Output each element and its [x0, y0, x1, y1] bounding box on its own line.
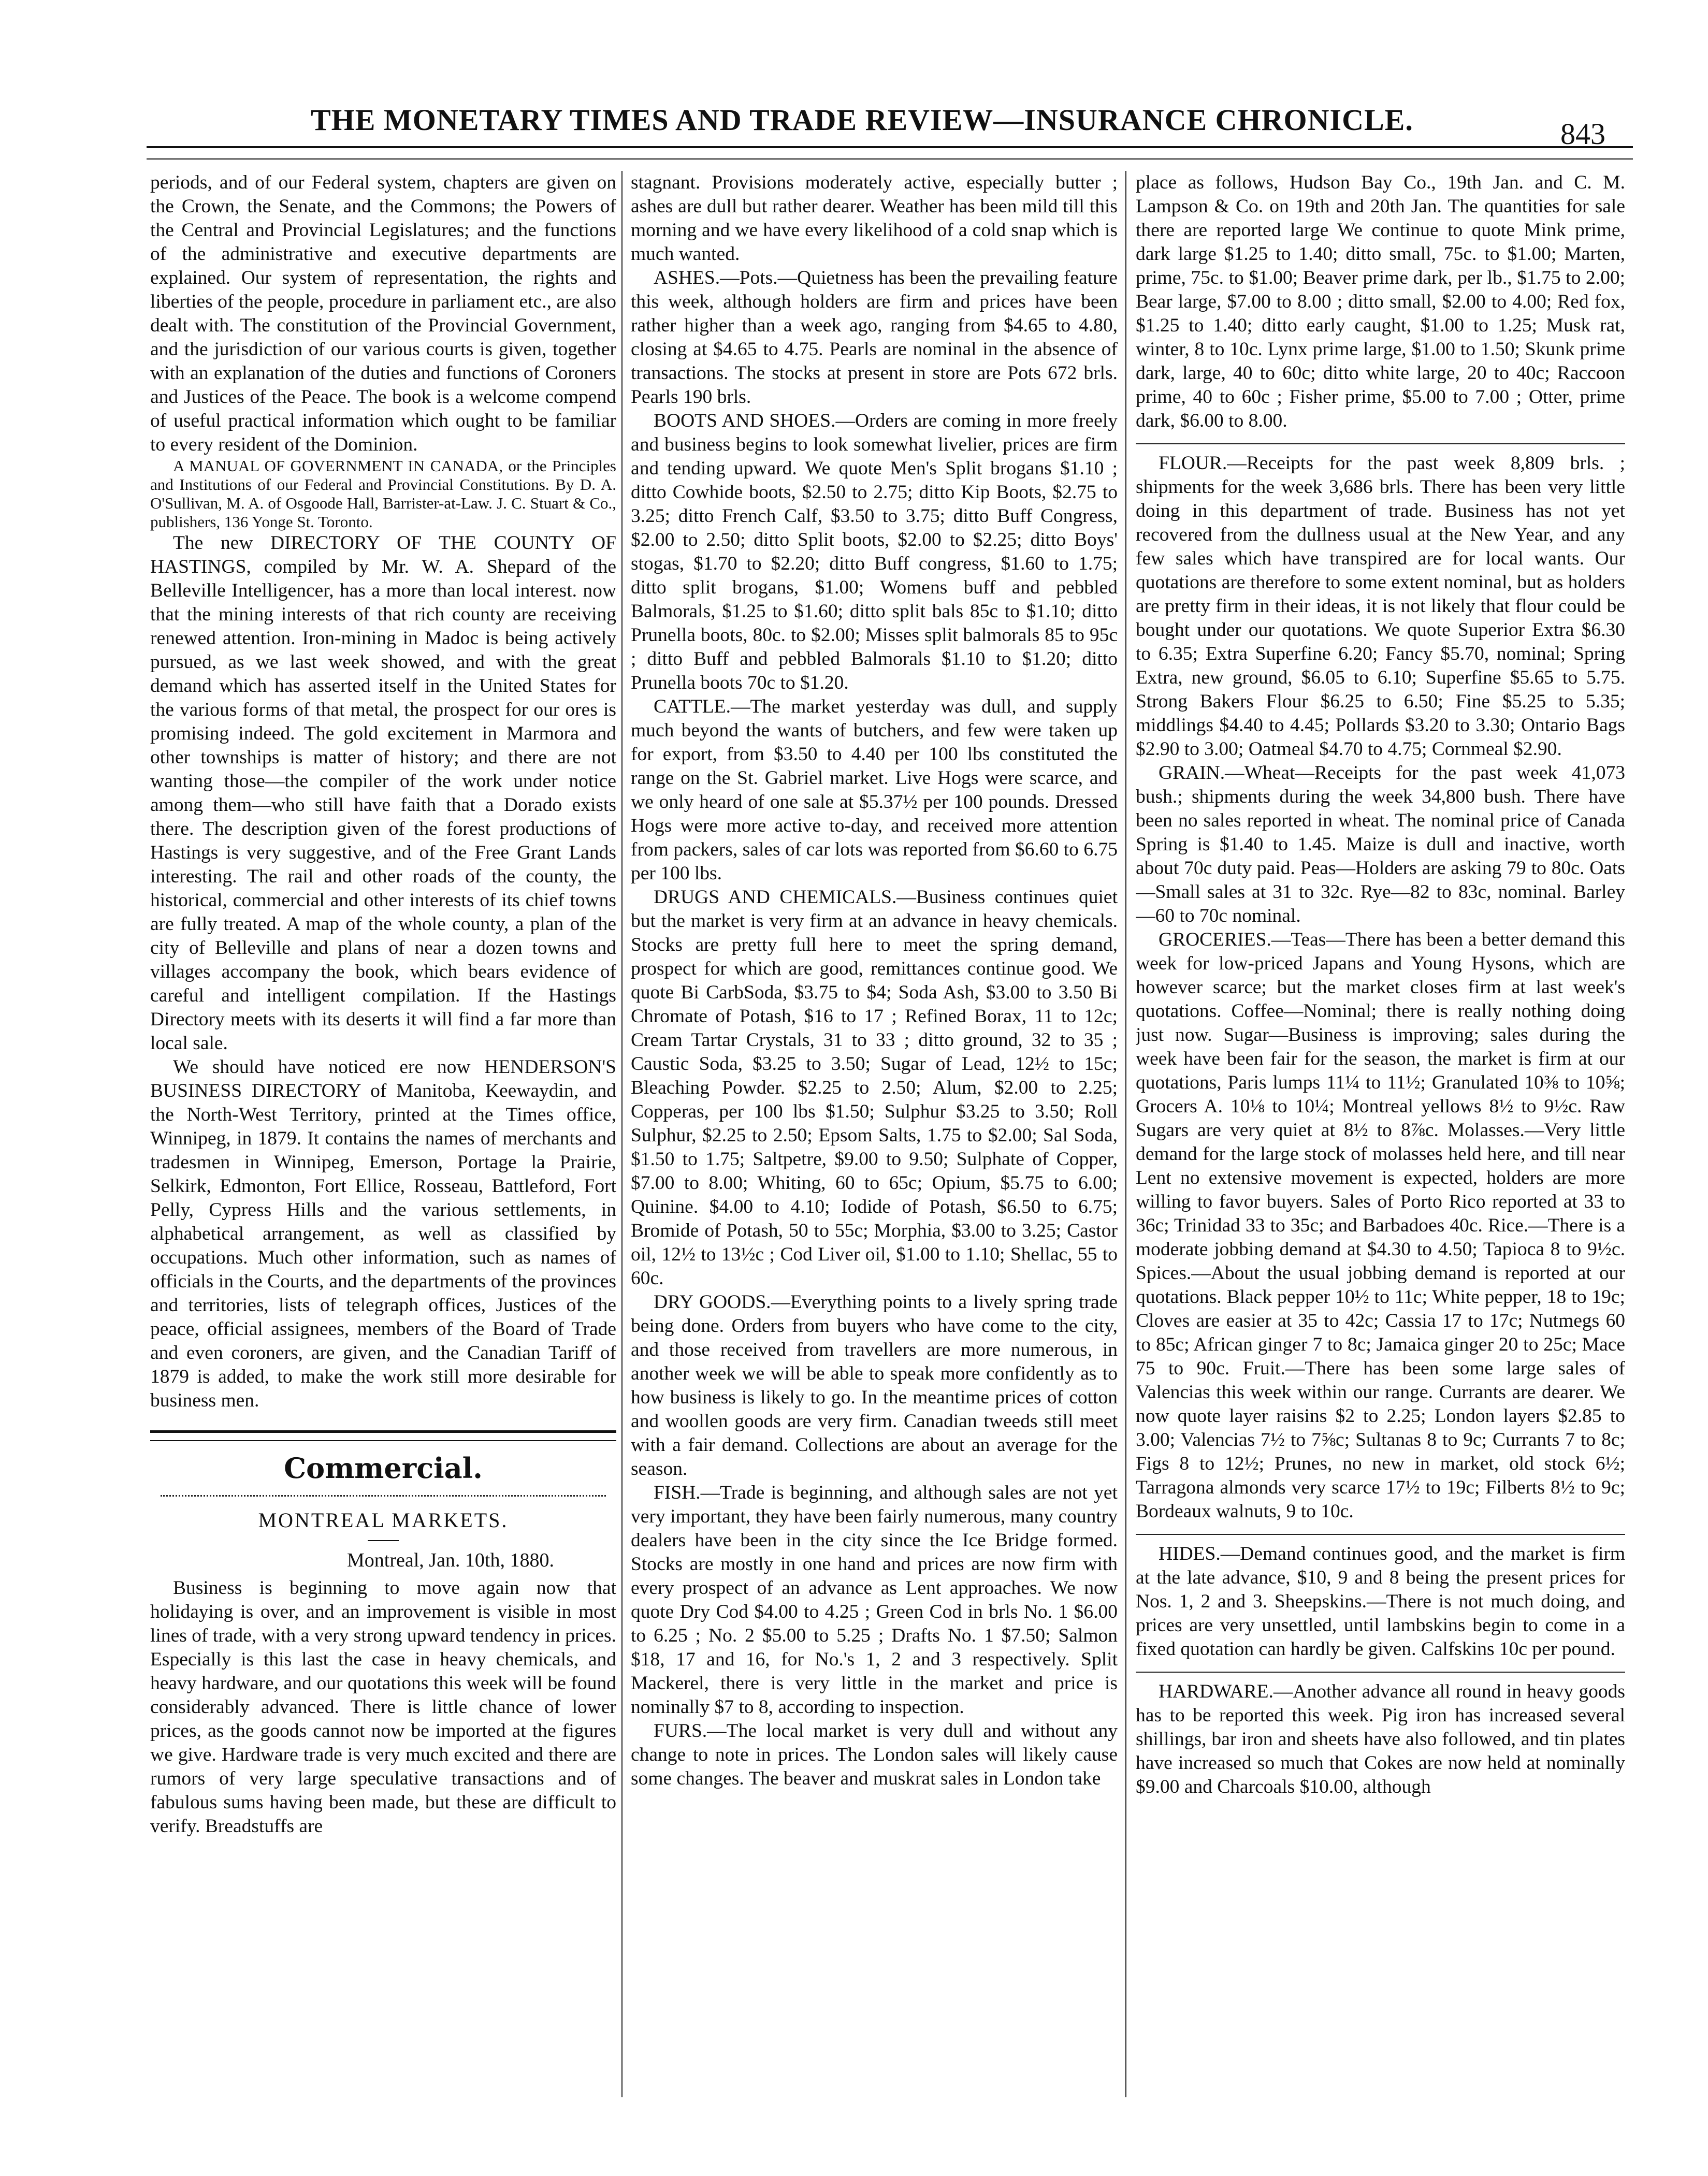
dateline: Montreal, Jan. 10th, 1880.	[346, 1549, 554, 1571]
column-divider	[621, 171, 623, 2097]
column-1	[150, 171, 616, 2139]
hides-report: HIDES.—Demand continues good, and the market is firm at the late advance, $10, 9 and 8 being the present prices for Nos. 1, 2 and 3. Sheepskins.—There is not much doing, and prices are very unsettled, until lambskins begin to come in a fixed quotation can hardly be given. Calfskins 10c per pound.	[1136, 1543, 1625, 1660]
section-title: Commercial.	[284, 1452, 483, 1485]
drugs-chemicals-report: DRUGS AND CHEMICALS.—Business continues quiet but the market is very firm at an advance in heavy chemicals. Stocks are pretty full here to meet the spring demand, prospect for which are good, remittances continue good. We quote Bi CarbSoda, $3.75 to $4; Soda Ash, $3.00 to 3.50 Bi Chromate of Potash, $16 to 17 ; Refined Borax, 11 to 12c; Cream Tartar Crystals, 31 to 33 ; ditto ground, 32 to 35 ; Caustic Soda, $3.25 to 3.50; Sugar of Lead, 12½ to 15c; Bleaching Powder. $2.25 to 2.50; Alum, $2.00 to 2.25; Copperas, per 100 lbs $1.50; Sulphur $3.25 to 3.50; Roll Sulphur, $2.25 to 2.50; Epsom Salts, 1.75 to $2.00; Sal Soda, $1.50 to 1.75; Saltpetre, $9.00 to 9.50; Sulphate of Copper, $7.00 to 8.00; Whiting, 60 to 65c; Opium, $5.75 to 6.00; Quinine. $4.00 to 4.10; Iodide of Potash, $6.50 to 6.75; Bromide of Potash, 50 to 55c; Morphia, $3.00 to 3.25; Castor oil, 12½ to 13½c ; Cod Liver oil, $1.00 to 1.10; Shellac, 55 to 60c.	[631, 887, 1118, 1289]
book-review-text: periods, and of our Federal system, chapters are given on the Crown, the Senate, and the Commons; the Powers of the Central and Provincial Legislatures; and the functions of the administrative and executive departments are explained. Our system of representation, the rights and liberties of the people, procedure in parliament etc., are also dealt with. The constitution of the Provincial Government, and the jurisdiction of our various courts is given, together with an explanation of the duties and functions of Coroners and Justices of the Peace. The book is a welcome compend of useful practical information which ought to be familiar to every resident of the Dominion.	[150, 172, 616, 455]
article-heading: MONTREAL MARKETS.	[258, 1508, 509, 1532]
hastings-directory-review: The new DIRECTORY OF THE COUNTY OF HASTINGS, compiled by Mr. W. A. Shepard of the Belleville Intelligencer, has a more than local interest. now that the mining interests of that rich county are receiving renewed attention. Iron-mining in Madoc is being actively pursued, as we last week showed, and with the great demand which has asserted itself in the United States for the various forms of that metal, the prospect for our ores is promising indeed. The gold excitement in Marmora and other townships is matter of history; and there are not wanting those—the compiler of the work under notice among them—who still have faith that a Dorado exists there. The description given of the forest productions of Hastings is very suggestive, and of the Free Grant Lands interesting. The rail and other roads of the county, the historical, commercial and other interests of its chief towns are fully treated. A map of the whole county, a plan of the city of Belleville and plans of near a dozen towns and villages accompany the book, which bears evidence of careful and intelligent compilation. If the Hastings Directory meets with its deserts it will find a far more than local sale.	[150, 532, 616, 1054]
grain-report: GRAIN.—Wheat—Receipts for the past week 41,073 bush.; shipments during the week 34,800 bush. There have been no sales reported in wheat. The nominal price of Canada Spring is $1.40 to 1.45. Maize is dull and inactive, worth about 70c duty paid. Peas—Holders are asking 79 to 80c. Oats—Small sales at 31 to 32c. Rye—82 to 83c, nominal. Barley—60 to 70c nominal.	[1136, 762, 1625, 926]
cattle-report: CATTLE.—The market yesterday was dull, and supply much beyond the wants of butchers, and few were taken up for export, from $3.50 to 4.40 per 100 lbs constituted the range on the St. Gabriel market. Live Hogs were scarce, and we only heard of one sale at $5.37½ per 100 pounds. Dressed Hogs were more active to-day, and received more attention from packers, sales of car lots was reported from $6.60 to 6.75 per 100 lbs.	[631, 696, 1118, 884]
short-rule	[368, 1540, 399, 1541]
hardware-report: HARDWARE.—Another advance all round in heavy goods has to be reported this week. Pig iron has increased several shillings, bar iron and sheets have also followed, and tin plates have increased so much that Cokes are now held at nominally $9.00 and Charcoals $10.00, although	[1136, 1681, 1625, 1797]
fish-report: FISH.—Trade is beginning, and although sales are not yet very important, they have been fairly numerous, many country dealers have been in the city since the Ice Bridge formed. Stocks are mostly in one hand and prices are now firm with every prospect of an advance as Lent approaches. We now quote Dry Cod $4.00 to 4.25 ; Green Cod in brls No. 1 $6.00 to 6.25 ; No. 2 $5.00 to 5.25 ; Drafts No. 1 $7.50; Salmon $18, 17 and 16, for No.'s 1, 2 and 3 respectively. Split Mackerel, there is very little in the market and price is nominally $7 to 8, according to inspection.	[631, 1482, 1118, 1718]
book-notice: A MANUAL OF GOVERNMENT IN CANADA, or the Principles and Institutions of our Federal and Provincial Constitutions. By D. A. O'Sullivan, M. A. of Osgoode Hall, Barrister-at-Law. J. C. Stuart & Co., publishers, 136 Yonge St. Toronto.	[150, 457, 616, 531]
paragraph-rule	[1136, 443, 1625, 444]
ashes-report: ASHES.—Pots.—Quietness has been the prevailing feature this week, although holders are firm and prices have been rather higher than a week ago, ranging from $4.65 to 4.80, closing at $4.65 to 4.75. Pearls are nominal in the absence of transactions. The stocks at present in store are Pots 672 brls. Pearls 190 brls.	[631, 267, 1118, 408]
column-divider	[1125, 171, 1126, 2097]
henderson-directory-review: We should have noticed ere now HENDERSON'S BUSINESS DIRECTORY of Manitoba, Keewaydin, and the North-West Territory, printed at the Times office, Winnipeg, in 1879. It contains the names of merchants and tradesmen in Winnipeg, Emerson, Portage la Prairie, Selkirk, Edmonton, Fort Ellice, Rosseau, Battleford, Fort Pelly, Cypress Hills and the various settlements, in alphabetical arrangement, as well as classified by occupations. Much other information, such as names of officials in the Courts, and the departments of the provinces and territories, lists of telegraph offices, Justices of the peace, official assignees, members of the Board of Trade and even coroners, are given, and the Canadian Tariff of 1879 is added, to make the work still more desirable for business men.	[150, 1056, 616, 1411]
market-intro: Business is beginning to move again now that holidaying is over, and an improvement is visible in most lines of trade, with a very strong upward tendency in prices. Especially is this last the case in heavy chemicals, and heavy hardware, and our quotations this week will be found considerably advanced. There is little chance of lower prices, as the goods cannot now be imported at the figures we give. Hardware trade is very much excited and there are rumors of very large speculative transactions and of fabulous sums having been made, but these are difficult to verify. Breadstuffs are	[150, 1577, 616, 1837]
market-intro-continued: stagnant. Provisions moderately active, especially butter ; ashes are dull but rather dearer. Weather has been mild till this morning and we have every likelihood of a cold snap which is much wanted.	[631, 172, 1118, 265]
column-2	[631, 171, 1118, 2139]
column-3	[1136, 171, 1625, 2139]
ornamental-rule	[161, 1490, 606, 1497]
header-rule	[147, 146, 1633, 159]
paragraph-rule	[1136, 1534, 1625, 1535]
paragraph-rule	[1136, 1672, 1625, 1673]
masthead: THE MONETARY TIMES AND TRADE REVIEW—INSURANCE CHRONICLE.	[311, 103, 1413, 137]
section-rule	[150, 1430, 616, 1441]
page-number: 843	[1560, 117, 1605, 151]
groceries-report: GROCERIES.—Teas—There has been a better demand this week for low-priced Japans and Young Hysons, which are however scarce; but the market closes firm at last week's quotations. Coffee—Nominal; there is really nothing doing just now. Sugar—Business is improving; sales during the week have been fair for the season, the market is firm at our quotations, Paris lumps 11¼ to 11½; Granulated 10⅜ to 10⅝; Grocers A. 10⅛ to 10¼; Montreal yellows 8½ to 9½c. Raw Sugars are very quiet at 8½ to 8⅞c. Molasses.—Very little demand for the large stock of molasses held here, and till near Lent no extensive movement is expected, holders are more willing to favor buyers. Sales of Porto Rico reported at 33 to 36c; Trinidad 33 to 35c; and Barbadoes 40c. Rice.—There is a moderate jobbing demand at $4.30 to 4.50; Tapioca 8 to 9½c. Spices.—About the usual jobbing demand is reported at our quotations. Black pepper 10½ to 11c; White pepper, 18 to 19c; Cloves are easier at 35 to 42c; Cassia 17 to 17c; Nutmegs 60 to 85c; African ginger 7 to 8c; Jamaica ginger 20 to 25c; Mace 75 to 90c. Fruit.—There has been some large sales of Valencias this week within our range. Currants are dearer. We now quote layer raisins $2 to 2.25; London layers $2.85 to 3.00; Valencias 7½ to 7⅝c; Sultanas 8 to 9c; Currants 7 to 8c; Figs 8 to 12½; Prunes, no new in market, old stock 6½; Tarragona almonds very scarce 17½ to 19c; Filberts 8½ to 9c; Bordeaux walnuts, 9 to 10c.	[1136, 929, 1625, 1522]
dry-goods-report: DRY GOODS.—Everything points to a lively spring trade being done. Orders from buyers who have come to the city, and those received from travellers are more numerous, in another week we will be able to speak more confidently as to how business is likely to go. In the meantime prices of cotton and woollen goods are very firm. Canadian tweeds still meet with a fair demand. Collections are about an average for the season.	[631, 1292, 1118, 1479]
furs-report: FURS.—The local market is very dull and without any change to note in prices. The London sales will likely cause some changes. The beaver and muskrat sales in London take	[631, 1720, 1118, 1789]
furs-report-continued: place as follows, Hudson Bay Co., 19th Jan. and C. M. Lampson & Co. on 19th and 20th Jan. The quantities for sale there are reported large We continue to quote Mink prime, dark large $1.25 to 1.40; ditto small, 75c. to $1.00; Marten, prime, 75c. to $1.00; Beaver prime dark, per lb., $1.75 to 2.00; Bear large, $7.00 to 8.00 ; ditto small, $2.00 to 4.00; Red fox, $1.25 to 1.40; ditto early caught, $1.00 to 1.25; Musk rat, winter, 8 to 10c. Lynx prime large, $1.00 to 1.50; Skunk prime dark, large, 40 to 60c; ditto white large, 20 to 40c; Raccoon prime, 40 to 60c ; Fisher prime, $5.00 to 7.00 ; Otter, prime dark, $6.00 to 8.00.	[1136, 172, 1625, 431]
flour-report: FLOUR.—Receipts for the past week 8,809 brls. ; shipments for the week 3,686 brls. There has been very little doing in this department of trade. Business has not yet recovered from the dullness usual at the New Year, and any few sales which have transpired are for local wants. Our quotations are therefore to some extent nominal, but as holders are pretty firm in their ideas, it is not likely that flour could be bought under our quotations. We quote Superior Extra $6.30 to 6.35; Extra Superfine 6.20; Fancy $5.70, nominal; Spring Extra, new ground, $6.05 to 6.10; Superfine $5.65 to 5.75. Strong Bakers Flour $6.25 to 6.50; Fine $5.25 to 5.35; middlings $4.40 to 4.45; Pollards $3.20 to 3.30; Ontario Bags $2.90 to 3.00; Oatmeal $4.70 to 4.75; Cornmeal $2.90.	[1136, 453, 1625, 760]
boots-shoes-report: BOOTS AND SHOES.—Orders are coming in more freely and business begins to look somewhat livelier, prices are firm and tending upward. We quote Men's Split brogans $1.10 ; ditto Cowhide boots, $2.50 to 2.75; ditto Kip Boots, $2.75 to 3.25; ditto French Calf, $3.50 to 3.75; ditto Buff Congress, $2.00 to 2.50; ditto Split boots, $2.00 to $2.25; ditto Boys' stogas, $1.70 to $2.20; ditto Buff congress, $1.60 to 1.75; ditto split brogans, $1.00; Womens buff and pebbled Balmorals, $1.25 to $1.60; ditto split bals 85c to $1.10; ditto Prunella boots, 80c. to $2.00; Misses split balmorals 85 to 95c ; ditto Buff and pebbled Balmorals $1.10 to $1.20; ditto Prunella boots 70c to $1.20.	[631, 410, 1118, 693]
